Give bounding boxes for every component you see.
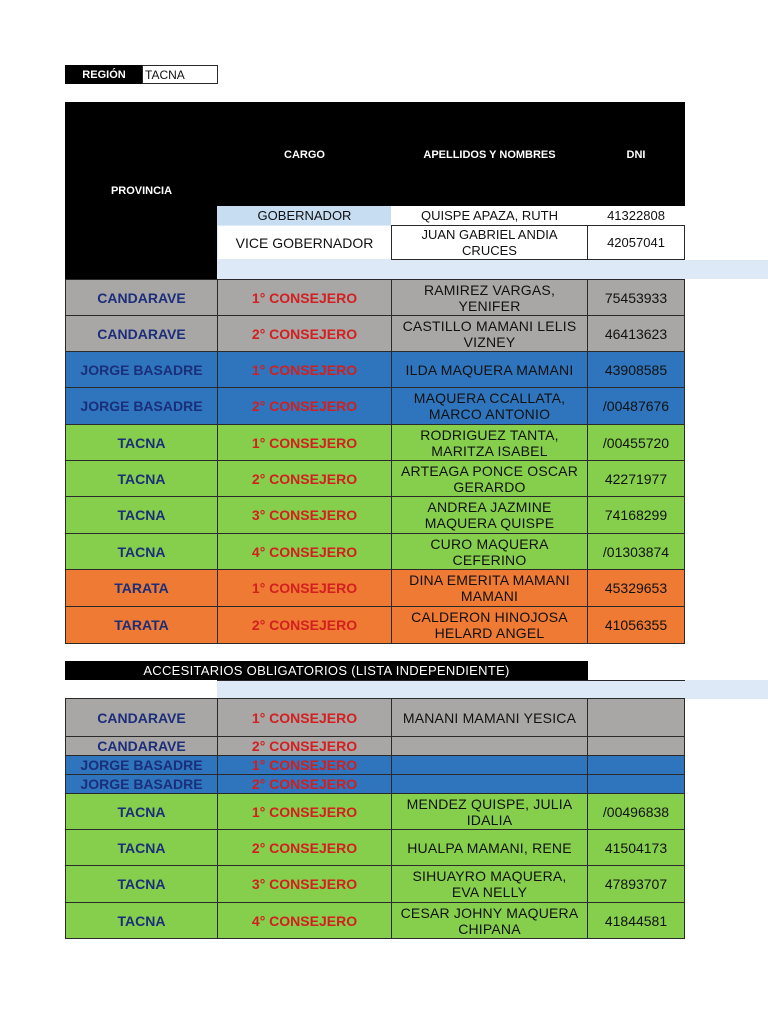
consejero-nombre: DINA EMERITA MAMANI MAMANI	[391, 569, 588, 607]
accesitario-cargo: 4° CONSEJERO	[217, 902, 392, 939]
consejero-cargo: 1° CONSEJERO	[217, 424, 392, 461]
consejero-cargo: 3° CONSEJERO	[217, 496, 392, 534]
consejero-provincia: TACNA	[65, 496, 218, 534]
consejero-dni: 75453933	[587, 279, 685, 316]
divider-line	[217, 680, 685, 681]
consejero-dni: 42271977	[587, 460, 685, 497]
region-value: TACNA	[142, 65, 218, 84]
vicegobernador-dni: 42057041	[587, 225, 685, 260]
accesitarios-title: ACCESITARIOS OBLIGATORIOS (LISTA INDEPENDIENTE)	[65, 661, 588, 680]
accesitario-provincia: CANDARAVE	[65, 736, 218, 756]
consejero-cargo: 1° CONSEJERO	[217, 569, 392, 607]
gobernador-nombre: QUISPE APAZA, RUTH	[391, 206, 588, 226]
accesitario-nombre: MENDEZ QUISPE, JULIA IDALIA	[391, 793, 588, 830]
accesitario-dni	[587, 736, 685, 756]
consejero-provincia: CANDARAVE	[65, 315, 218, 352]
accesitario-dni: 41504173	[587, 829, 685, 866]
consejero-cargo: 2° CONSEJERO	[217, 606, 392, 644]
consejero-provincia: TARATA	[65, 606, 218, 644]
accesitario-nombre: SIHUAYRO MAQUERA, EVA NELLY	[391, 865, 588, 903]
consejero-dni: /00455720	[587, 424, 685, 461]
accesitario-provincia: JORGE BASADRE	[65, 774, 218, 794]
accesitario-cargo: 3° CONSEJERO	[217, 865, 392, 903]
consejero-nombre: RODRIGUEZ TANTA, MARITZA ISABEL	[391, 424, 588, 461]
consejero-dni: 74168299	[587, 496, 685, 534]
accesitario-provincia: CANDARAVE	[65, 698, 218, 737]
accesitario-cargo: 2° CONSEJERO	[217, 829, 392, 866]
consejero-provincia: TACNA	[65, 424, 218, 461]
consejero-provincia: JORGE BASADRE	[65, 351, 218, 388]
consejero-dni: 46413623	[587, 315, 685, 352]
consejero-nombre: CURO MAQUERA CEFERINO	[391, 533, 588, 570]
col-header-dni: DNI	[587, 102, 685, 207]
accesitario-dni: 41844581	[587, 902, 685, 939]
consejero-cargo: 2° CONSEJERO	[217, 315, 392, 352]
consejero-provincia: JORGE BASADRE	[65, 387, 218, 425]
consejero-provincia: CANDARAVE	[65, 279, 218, 316]
accesitario-dni: /00496838	[587, 793, 685, 830]
consejero-cargo: 1° CONSEJERO	[217, 351, 392, 388]
gobernador-cargo: GOBERNADOR	[217, 206, 392, 226]
consejero-dni: /01303874	[587, 533, 685, 570]
accesitario-dni	[587, 698, 685, 737]
accesitario-nombre	[391, 774, 588, 794]
accesitario-provincia: TACNA	[65, 793, 218, 830]
consejero-provincia: TACNA	[65, 533, 218, 570]
consejero-cargo: 2° CONSEJERO	[217, 460, 392, 497]
consejero-nombre: ANDREA JAZMINE MAQUERA QUISPE	[391, 496, 588, 534]
accesitario-dni: 47893707	[587, 865, 685, 903]
region-label: REGIÓN	[65, 65, 143, 84]
consejero-nombre: RAMIREZ VARGAS, YENIFER	[391, 279, 588, 316]
consejero-nombre: MAQUERA CCALLATA, MARCO ANTONIO	[391, 387, 588, 425]
accesitario-dni	[587, 774, 685, 794]
accesitario-provincia: TACNA	[65, 829, 218, 866]
accesitario-cargo: 1° CONSEJERO	[217, 755, 392, 775]
consejero-dni: /00487676	[587, 387, 685, 425]
accesitario-nombre: CESAR JOHNY MAQUERA CHIPANA	[391, 902, 588, 939]
accesitario-provincia: TACNA	[65, 902, 218, 939]
vicegobernador-nombre: JUAN GABRIEL ANDIA CRUCES	[391, 225, 588, 260]
accesitario-cargo: 1° CONSEJERO	[217, 698, 392, 737]
consejero-cargo: 4° CONSEJERO	[217, 533, 392, 570]
consejero-dni: 45329653	[587, 569, 685, 607]
accesitario-provincia: TACNA	[65, 865, 218, 903]
consejero-nombre: ARTEAGA PONCE OSCAR GERARDO	[391, 460, 588, 497]
consejero-provincia: TARATA	[65, 569, 218, 607]
consejero-cargo: 2° CONSEJERO	[217, 387, 392, 425]
consejero-provincia: TACNA	[65, 460, 218, 497]
accesitario-nombre	[391, 736, 588, 756]
consejero-nombre: ILDA MAQUERA MAMANI	[391, 351, 588, 388]
accesitario-cargo: 1° CONSEJERO	[217, 793, 392, 830]
consejero-nombre: CALDERON HINOJOSA HELARD ANGEL	[391, 606, 588, 644]
consejero-nombre: CASTILLO MAMANI LELIS VIZNEY	[391, 315, 588, 352]
col-header-provincia: PROVINCIA	[65, 102, 218, 280]
accesitario-dni	[587, 755, 685, 775]
vicegobernador-cargo: VICE GOBERNADOR	[217, 225, 392, 260]
consejero-cargo: 1° CONSEJERO	[217, 279, 392, 316]
accesitario-nombre	[391, 755, 588, 775]
separator-strip	[217, 680, 768, 699]
accesitario-provincia: JORGE BASADRE	[65, 755, 218, 775]
accesitario-nombre: HUALPA MAMANI, RENE	[391, 829, 588, 866]
col-header-cargo: CARGO	[217, 102, 392, 207]
separator-strip	[217, 260, 768, 279]
accesitario-cargo: 2° CONSEJERO	[217, 774, 392, 794]
accesitario-nombre: MANANI MAMANI YESICA	[391, 698, 588, 737]
accesitario-cargo: 2° CONSEJERO	[217, 736, 392, 756]
consejero-dni: 43908585	[587, 351, 685, 388]
gobernador-dni: 41322808	[587, 206, 685, 226]
col-header-nombres: APELLIDOS Y NOMBRES	[391, 102, 588, 207]
consejero-dni: 41056355	[587, 606, 685, 644]
